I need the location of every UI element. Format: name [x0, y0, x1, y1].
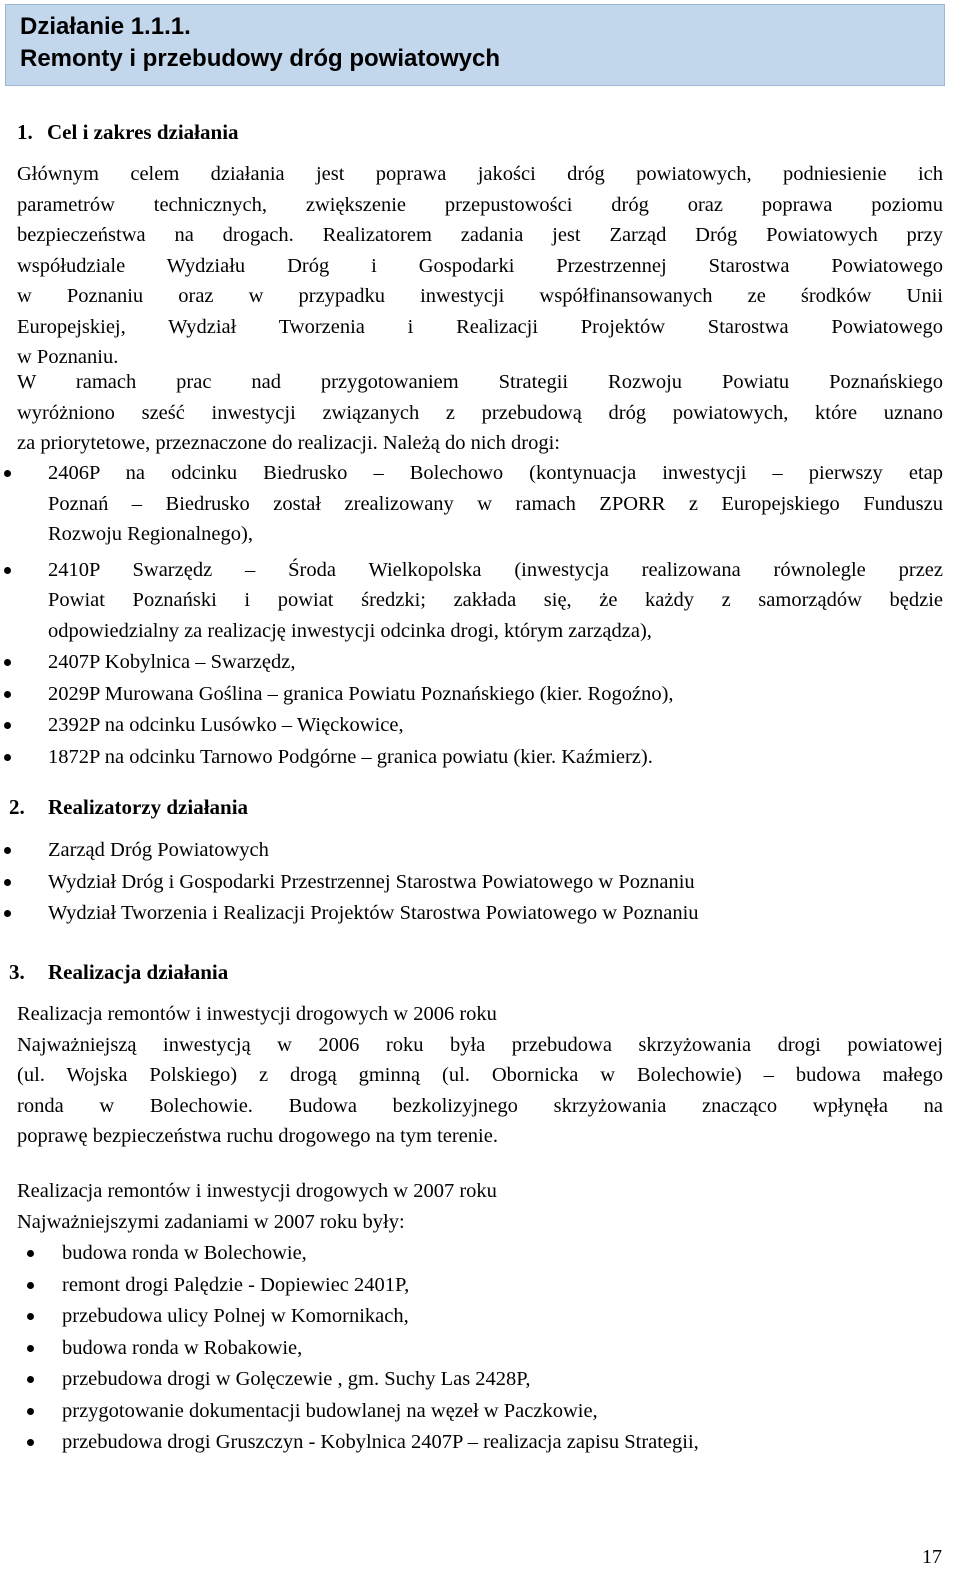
bullet-icon: [4, 879, 11, 886]
section-2-number: 2.: [9, 795, 25, 819]
text-line: wyróżniono sześć inwestycji związanych z przebudową dróg powiatowych, które uznano: [17, 401, 943, 424]
list-item: [0, 1427, 943, 1458]
text-line: Rozwoju Regionalnego),: [48, 523, 253, 545]
year-2006-paragraph: [17, 999, 943, 1152]
section-3-heading: [9, 957, 228, 987]
section-1-strategy-paragraph: [17, 367, 943, 459]
tasks-2007-list: [0, 1238, 943, 1458]
year-2007-heading: Realizacja remontów i inwestycji drogowych w 2007 roku: [17, 1180, 497, 1202]
bullet-icon: [4, 847, 11, 854]
text-line: remont drogi Palędzie - Dopiewiec 2401P,: [62, 1273, 410, 1296]
year-2006-heading: Realizacja remontów i inwestycji drogowych w 2006 roku: [17, 1003, 497, 1025]
text-line: odpowiedzialny za realizację inwestycji odcinka drogi, którym zarządza),: [48, 619, 652, 642]
text-line: 2410P Swarzędz – Środa Wielkopolska (inwestycja realizowana równolegle przez: [48, 558, 943, 581]
list-item: [0, 867, 943, 898]
text-line: przebudowa drogi Gruszczyn - Kobylnica 2407P – realizacja zapisu Strategii,: [62, 1431, 699, 1453]
text-line: w Poznaniu.: [17, 346, 119, 368]
text-line: przebudowa ulicy Polnej w Komornikach,: [62, 1305, 409, 1327]
section-2-heading: [9, 792, 248, 822]
bullet-icon: [4, 910, 11, 917]
list-item: [0, 1333, 943, 1364]
text-line: budowa ronda w Robakowie,: [62, 1336, 303, 1359]
text-line: przebudowa drogi w Golęczewie , gm. Suchy Las 2428P,: [62, 1368, 531, 1390]
list-item: [0, 1238, 943, 1269]
section-1-heading: [17, 117, 239, 147]
document-header: [5, 4, 945, 86]
bullet-icon: [4, 754, 11, 761]
text-line: współudziale Wydziału Dróg i Gospodarki Przestrzennej Starostwa Powiatowego: [17, 254, 943, 277]
header-title-line2: Remonty i przebudowy dróg powiatowych: [20, 45, 501, 72]
text-line: 2029P Murowana Goślina – granica Powiatu Poznańskiego (kier. Rogoźno),: [48, 682, 674, 705]
year-2007-intro: Najważniejszymi zadaniami w 2007 roku były:: [17, 1210, 405, 1233]
bullet-icon: [4, 722, 11, 729]
bullet-icon: [27, 1313, 34, 1320]
section-1-number: 1.: [17, 120, 33, 144]
text-line: parametrów technicznych, zwiększenie przepustowości dróg oraz poprawa poziomu: [17, 193, 943, 216]
list-item: [0, 1396, 943, 1427]
priority-roads-list: [0, 458, 943, 772]
text-line: 2406P na odcinku Biedrusko – Bolechowo (kontynuacja inwestycji – pierwszy etap: [48, 462, 943, 484]
text-line: Powiat Poznański i powiat średzki; zakłada się, że każdy z samorządów będzie: [48, 589, 943, 611]
text-line: Europejskiej, Wydział Tworzenia i Realizacji Projektów Starostwa Powiatowego: [17, 315, 943, 338]
bullet-icon: [27, 1376, 34, 1383]
page-number: 17: [922, 1546, 942, 1568]
text-line: przygotowanie dokumentacji budowlanej na węzeł w Paczkowie,: [62, 1399, 598, 1422]
text-line: (ul. Wojska Polskiego) z drogą gminną (ul. Obornicka w Bolechowie) – budowa małego: [17, 1064, 943, 1086]
bullet-icon: [27, 1408, 34, 1415]
text-line: bezpieczeństwa na drogach. Realizatorem zadania jest Zarząd Dróg Powiatowych przy: [17, 224, 943, 246]
text-line: 2407P Kobylnica – Swarzędz,: [48, 651, 296, 673]
text-line: Poznań – Biedrusko został zrealizowany w ramach ZPORR z Europejskiego Funduszu: [48, 492, 943, 515]
header-title-line1: Działanie 1.1.1.: [20, 13, 191, 40]
list-item: [0, 742, 943, 773]
bullet-icon: [27, 1250, 34, 1257]
text-line: Najważniejszą inwestycją w 2006 roku była przebudowa skrzyżowania drogi powiatowej: [17, 1033, 943, 1056]
section-1-intro-paragraph: [17, 159, 943, 373]
text-line: 2392P na odcinku Lusówko – Więckowice,: [48, 714, 404, 736]
text-line: za priorytetowe, przeznaczone do realizacji. Należą do nich drogi:: [17, 432, 560, 454]
section-3-title: Realizacja działania: [48, 960, 229, 984]
text-line: Wydział Tworzenia i Realizacji Projektów Starostwa Powiatowego w Poznaniu: [48, 902, 699, 924]
year-2007-paragraph: [17, 1176, 943, 1237]
text-line: ronda w Bolechowie. Budowa bezkolizyjnego skrzyżowania znacząco wpłynęła na: [17, 1094, 943, 1117]
bullet-icon: [27, 1282, 34, 1289]
list-item: [0, 1270, 943, 1301]
text-line: Głównym celem działania jest poprawa jakości dróg powiatowych, podniesienie ich: [17, 163, 943, 185]
bullet-icon: [27, 1439, 34, 1446]
list-item: [0, 458, 943, 550]
list-item: [0, 710, 943, 741]
section-1-title: Cel i zakres działania: [47, 120, 239, 144]
text-line: 1872P na odcinku Tarnowo Podgórne – granica powiatu (kier. Kaźmierz).: [48, 745, 653, 768]
bullet-icon: [4, 659, 11, 666]
bullet-icon: [4, 470, 11, 477]
list-item: [0, 835, 943, 866]
list-item: [0, 647, 943, 678]
text-line: w Poznaniu oraz w przypadku inwestycji współfinansowanych ze środków Unii: [17, 285, 943, 307]
text-line: Zarząd Dróg Powiatowych: [48, 839, 269, 861]
bullet-icon: [4, 567, 11, 574]
list-item: [0, 555, 943, 647]
section-2-title: Realizatorzy działania: [48, 795, 249, 819]
list-item: [0, 1301, 943, 1332]
implementers-list: [0, 835, 943, 929]
text-line: poprawę bezpieczeństwa ruchu drogowego na tym terenie.: [17, 1125, 498, 1147]
list-item: [0, 898, 943, 929]
text-line: budowa ronda w Bolechowie,: [62, 1242, 307, 1264]
section-3-number: 3.: [9, 960, 25, 984]
text-line: W ramach prac nad przygotowaniem Strategii Rozwoju Powiatu Poznańskiego: [17, 371, 943, 393]
bullet-icon: [4, 691, 11, 698]
bullet-icon: [27, 1345, 34, 1352]
text-line: Wydział Dróg i Gospodarki Przestrzennej Starostwa Powiatowego w Poznaniu: [48, 870, 695, 893]
list-item: [0, 1364, 943, 1395]
list-item: [0, 679, 943, 710]
